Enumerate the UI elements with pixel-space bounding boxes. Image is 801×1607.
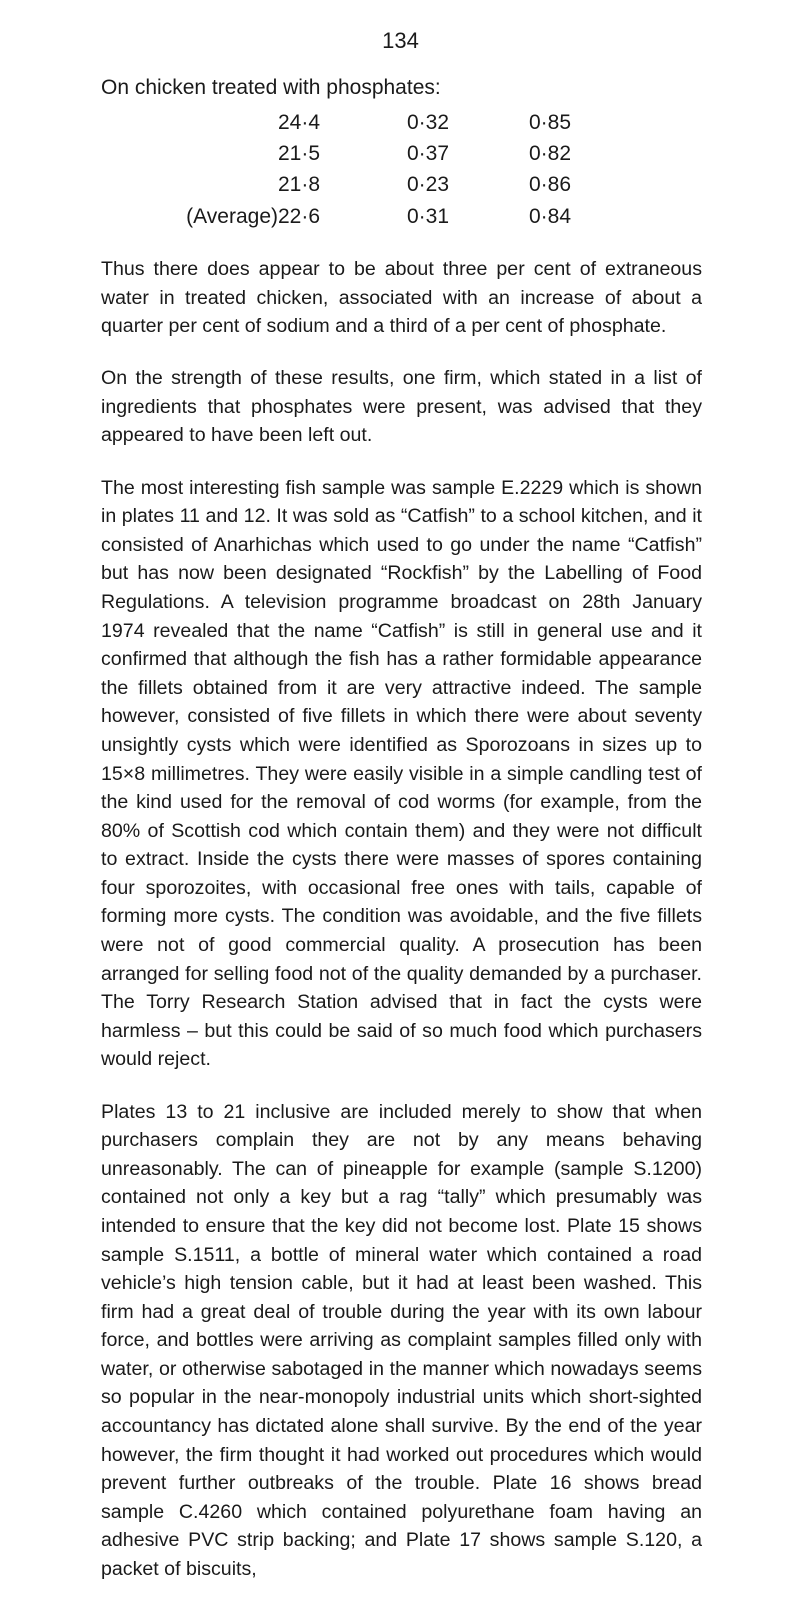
- value-sodium: 0·37: [406, 141, 449, 165]
- table-intro: On chicken treated with phosphates:: [101, 76, 441, 99]
- value-sodium: 0·31: [406, 204, 449, 228]
- value-phosphate: 0·84: [528, 204, 571, 228]
- paragraph-firm-advice: On the strength of these results, one firm, which stated in a list of ingredients that phosphates were present, was advised that they appeared to have been left out.: [101, 367, 702, 447]
- value-phosphate: 0·86: [528, 173, 571, 197]
- value-water: 22·6: [278, 204, 321, 228]
- row-label: [101, 138, 278, 169]
- phosphate-results-table: [101, 107, 571, 232]
- page-number: 134: [382, 28, 419, 53]
- paragraph-extraneous-water: Thus there does appear to be about three per cent of extraneous water in treated chicken, associated with an increase of about a quarter per cent of sodium and a third of a per cent of phosphate.: [101, 258, 702, 338]
- paragraph-catfish-sample: The most interesting fish sample was sample E.2229 which is shown in plates 11 and 12. It was sold as “Catfish” to a school kitchen, and it consisted of Anarhichas which used to go under the name “Catfish” but has now been designated “Rockfish” by the Labelling of Food Regulations. A television programme broadcast on 28th January 1974 revealed that the name “Catfish” is still in general use and it confirmed that although the fish has a rather formidable appearance the fillets obtained from it are very attractive indeed. The sample however, consisted of five fillets in which there were about seventy unsightly cysts which were identified as Sporozoans in sizes up to 15×8 millimetres. They were easily visible in a simple candling test of the kind used for the removal of cod worms (for example, from the 80% of Scottish cod which contain them) and they were not difficult to extract. Inside the cysts there were masses of spores containing four sporozoites, with occasional free ones with tails, capable of forming more cysts. The condition was avoidable, and the five fillets were not of good commercial quality. A prosecution has been arranged for selling food not of the quality demanded by a purchaser. The Torry Research Station advised that in fact the cysts were harmless – but this could be said of so much food which purchasers would reject.: [101, 476, 702, 1071]
- value-water: 21·5: [278, 141, 321, 165]
- paragraph-complaint-plates: Plates 13 to 21 inclusive are included merely to show that when purchasers complain they are not by any means behaving unreasonably. The can of pineapple for example (sample S.1200) contained not only a key but a rag “tally” which presumably was intended to ensure that the key did not become lost. Plate 15 shows sample S.1511, a bottle of mineral water which contained a road vehicle’s high tension cable, but it had at least been washed. This firm had a great deal of trouble during the year with its own labour force, and bottles were arriving as complaint samples filled only with water, or otherwise sabotaged in the manner which nowadays seems so popular in the near-monopoly industrial units which short-sighted accountancy has dictated alone shall survive. By the end of the year however, the firm thought it had worked out procedures which would prevent further outbreaks of the trouble. Plate 16 shows bread sample C.4260 which contained polyurethane foam having an adhesive PVC strip backing; and Plate 17 shows sample S.120, a packet of biscuits,: [101, 1100, 702, 1581]
- body-text: [101, 255, 702, 1607]
- row-label: [101, 107, 278, 138]
- row-label: [101, 170, 278, 201]
- row-label: (Average): [186, 204, 278, 228]
- table-row: [101, 107, 571, 138]
- value-water: 24·4: [278, 110, 321, 134]
- table-row: [101, 201, 571, 232]
- value-water: 21·8: [278, 173, 321, 197]
- table-row: [101, 170, 571, 201]
- value-phosphate: 0·85: [528, 110, 571, 134]
- value-sodium: 0·23: [406, 173, 449, 197]
- value-phosphate: 0·82: [528, 141, 571, 165]
- table-row: [101, 138, 571, 169]
- value-sodium: 0·32: [406, 110, 449, 134]
